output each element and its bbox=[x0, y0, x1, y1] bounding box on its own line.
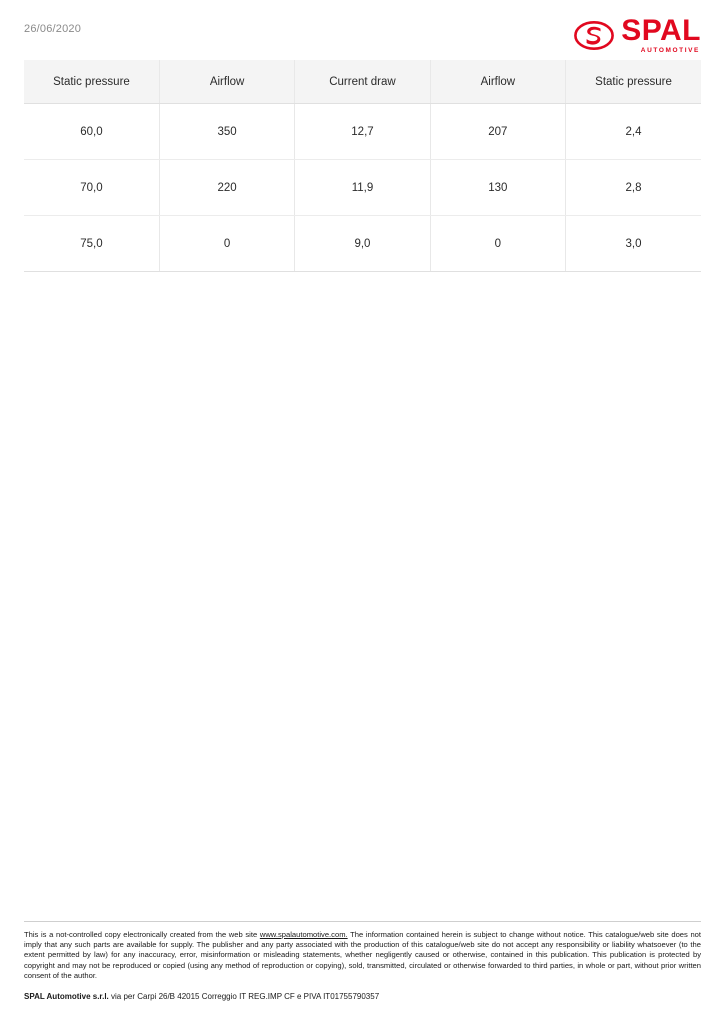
page-footer bbox=[24, 921, 701, 1002]
table-row bbox=[24, 160, 701, 216]
column-header-static-pressure-1: Static pressure bbox=[24, 60, 159, 104]
table-cell: 130 bbox=[430, 160, 565, 216]
performance-table-container bbox=[24, 60, 701, 272]
table-cell: 207 bbox=[430, 104, 565, 160]
column-header-airflow-2: Airflow bbox=[430, 60, 565, 104]
logo-subtitle: AUTOMOTIVE bbox=[640, 47, 700, 54]
table-row bbox=[24, 216, 701, 272]
logo-text bbox=[621, 16, 701, 55]
document-date: 26/06/2020 bbox=[24, 23, 82, 35]
table-cell: 220 bbox=[159, 160, 294, 216]
spal-website-link[interactable]: www.spalautomotive.com. bbox=[259, 929, 348, 939]
footer-company-info bbox=[24, 991, 701, 1002]
column-header-airflow-1: Airflow bbox=[159, 60, 294, 104]
disclaimer-text-start: This is a not-controlled copy electronically created from the web site bbox=[24, 929, 260, 939]
performance-table bbox=[24, 60, 701, 272]
table-cell: 75,0 bbox=[24, 216, 159, 272]
company-details: via per Carpi 26/B 42015 Correggio IT REG.IMP CF e PIVA IT01755790357 bbox=[108, 992, 380, 1001]
page-header bbox=[24, 14, 701, 60]
table-cell: 12,7 bbox=[295, 104, 430, 160]
table-cell: 9,0 bbox=[295, 216, 430, 272]
table-cell: 350 bbox=[159, 104, 294, 160]
spal-s-logo-icon bbox=[574, 21, 614, 50]
table-cell: 2,8 bbox=[566, 160, 701, 216]
table-cell: 60,0 bbox=[24, 104, 159, 160]
spal-logo bbox=[574, 16, 701, 55]
column-header-current-draw: Current draw bbox=[295, 60, 430, 104]
table-cell: 11,9 bbox=[295, 160, 430, 216]
table-cell: 0 bbox=[159, 216, 294, 272]
table-header-row bbox=[24, 60, 701, 104]
footer-disclaimer bbox=[24, 930, 701, 981]
table-row bbox=[24, 104, 701, 160]
company-name: SPAL Automotive s.r.l. bbox=[24, 992, 109, 1001]
column-header-static-pressure-2: Static pressure bbox=[566, 60, 701, 104]
table-cell: 2,4 bbox=[566, 104, 701, 160]
footer-divider bbox=[24, 921, 701, 922]
logo-wordmark: SPAL bbox=[621, 14, 701, 47]
table-cell: 70,0 bbox=[24, 160, 159, 216]
disclaimer-text-end: The information contained herein is subject to change without notice. This catalogue/web site does not imply that any such parts are available for supply. The publisher and any party associated with the production of this catalogue/web site do not accept any responsibility or liability whatsoever (to the extent permitted by law) for any inaccuracy, error, misinformation or misleading statements, whether negligently caused or otherwise, contained in this publication. This publication is protected by copyright and may not be reproduced or copied (using any method of reproduction or copying), sold, transmitted, circulated or otherwise forwarded to third parties, in whole or part, without prior written consent of the author. bbox=[24, 929, 702, 980]
table-body bbox=[24, 104, 701, 272]
table-header-row-group bbox=[24, 60, 701, 104]
table-cell: 0 bbox=[430, 216, 565, 272]
table-cell: 3,0 bbox=[566, 216, 701, 272]
